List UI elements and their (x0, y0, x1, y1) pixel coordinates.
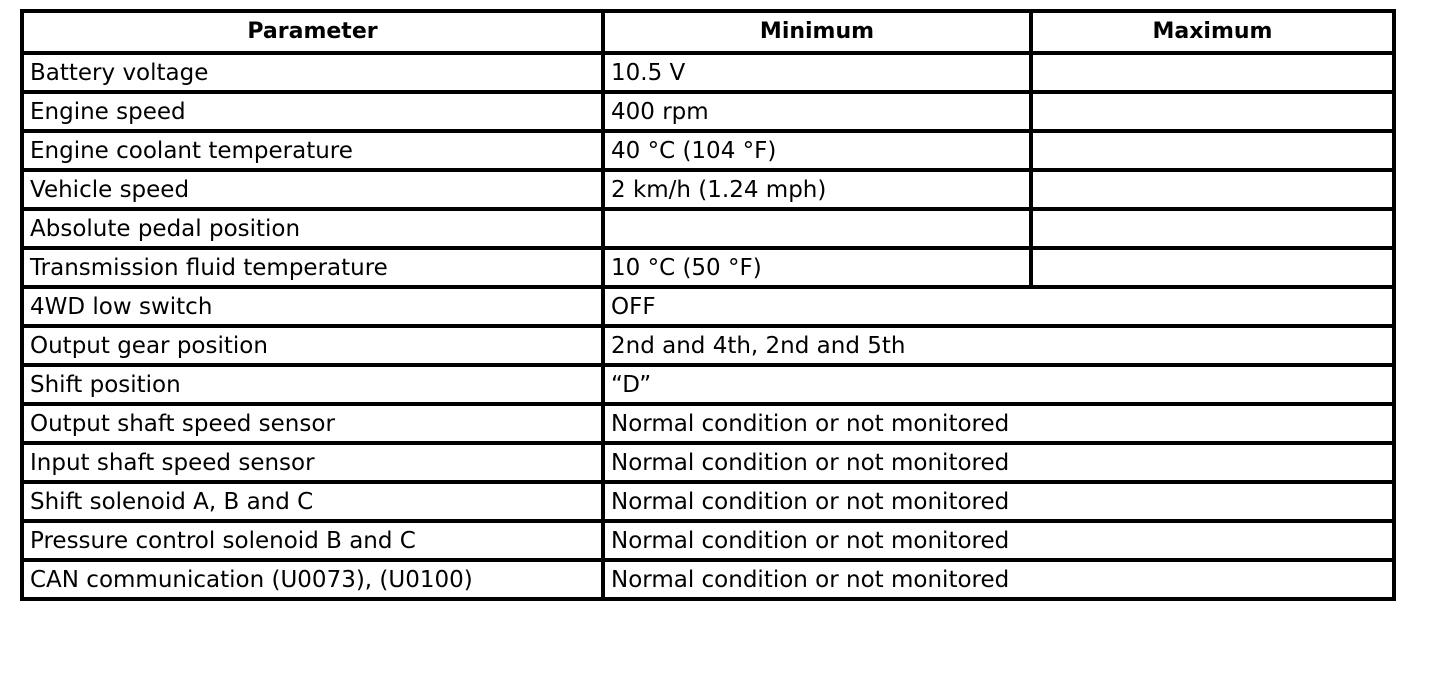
value-cell: Normal condition or not monitored (603, 404, 1394, 443)
table-row-transmission-fluid-temperature (22, 248, 1394, 287)
header-parameter: Parameter (22, 11, 603, 53)
value-cell: Normal condition or not monitored (603, 482, 1394, 521)
table-row-can-communication (22, 560, 1394, 599)
maximum-cell (1031, 92, 1394, 131)
table-row-battery-voltage (22, 53, 1394, 92)
maximum-cell (1031, 131, 1394, 170)
parameter-cell: Shift solenoid A, B and C (22, 482, 603, 521)
value-cell: Normal condition or not monitored (603, 560, 1394, 599)
value-cell: “D” (603, 365, 1394, 404)
parameter-cell: Engine speed (22, 92, 603, 131)
parameter-cell: CAN communication (U0073), (U0100) (22, 560, 603, 599)
header-minimum: Minimum (603, 11, 1031, 53)
table-row-input-shaft-speed-sensor (22, 443, 1394, 482)
minimum-cell (603, 209, 1031, 248)
parameter-cell: Transmission fluid temperature (22, 248, 603, 287)
parameter-cell: Vehicle speed (22, 170, 603, 209)
parameter-cell: 4WD low switch (22, 287, 603, 326)
parameter-cell: Shift position (22, 365, 603, 404)
minimum-cell: 400 rpm (603, 92, 1031, 131)
parameter-cell: Engine coolant temperature (22, 131, 603, 170)
table-row-engine-speed (22, 92, 1394, 131)
table-row-pressure-control-solenoid (22, 521, 1394, 560)
table-body (22, 53, 1394, 599)
value-cell: OFF (603, 287, 1394, 326)
maximum-cell (1031, 248, 1394, 287)
parameter-cell: Input shaft speed sensor (22, 443, 603, 482)
maximum-cell (1031, 53, 1394, 92)
table-row-absolute-pedal-position (22, 209, 1394, 248)
table-row-output-shaft-speed-sensor (22, 404, 1394, 443)
minimum-cell: 10 °C (50 °F) (603, 248, 1031, 287)
minimum-cell: 10.5 V (603, 53, 1031, 92)
parameter-cell: Battery voltage (22, 53, 603, 92)
table-row-output-gear-position (22, 326, 1394, 365)
value-cell: 2nd and 4th, 2nd and 5th (603, 326, 1394, 365)
parameter-cell: Output shaft speed sensor (22, 404, 603, 443)
header-maximum: Maximum (1031, 11, 1394, 53)
table-row-vehicle-speed (22, 170, 1394, 209)
table-header (22, 11, 1394, 53)
value-cell: Normal condition or not monitored (603, 443, 1394, 482)
table-row-engine-coolant-temperature (22, 131, 1394, 170)
table-row-shift-solenoid (22, 482, 1394, 521)
parameter-cell: Absolute pedal position (22, 209, 603, 248)
parameter-cell: Output gear position (22, 326, 603, 365)
value-cell: Normal condition or not monitored (603, 521, 1394, 560)
minimum-cell: 2 km/h (1.24 mph) (603, 170, 1031, 209)
parameter-cell: Pressure control solenoid B and C (22, 521, 603, 560)
parameter-spec-table (20, 9, 1396, 601)
table-row-4wd-low-switch (22, 287, 1394, 326)
table-row-shift-position (22, 365, 1394, 404)
maximum-cell (1031, 209, 1394, 248)
minimum-cell: 40 °C (104 °F) (603, 131, 1031, 170)
maximum-cell (1031, 170, 1394, 209)
header-row (22, 11, 1394, 53)
